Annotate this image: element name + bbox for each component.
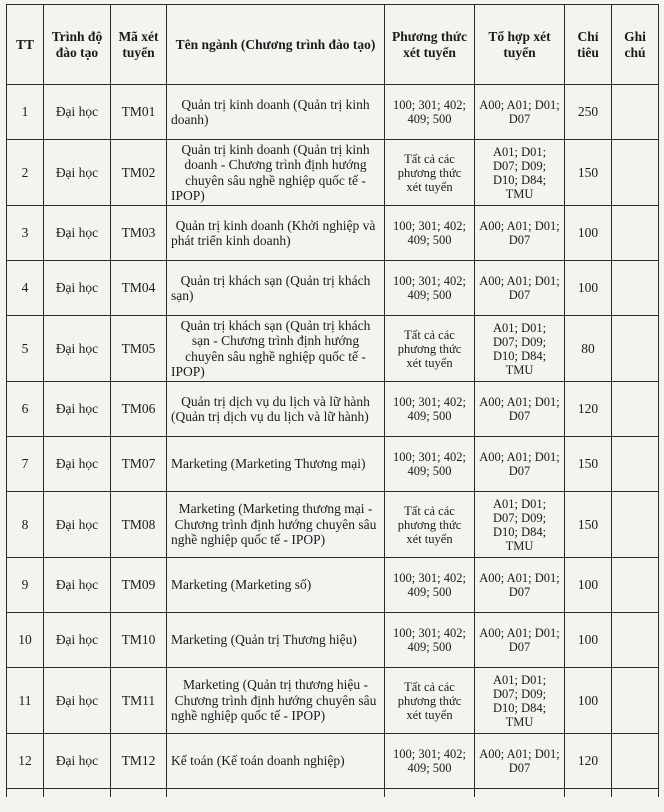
cell-tt: 3 (7, 206, 44, 261)
cell-tt: 2 (7, 140, 44, 206)
cell-code: TM10 (111, 613, 167, 668)
cell-note (612, 613, 659, 668)
cell-code: TM06 (111, 382, 167, 437)
cell-name: Marketing (Quản trị Thương hiệu) (167, 613, 385, 668)
cell-combo: A00; A01; D01; D07 (475, 558, 565, 613)
cell-name: Quản trị kinh doanh (Quản trị kinh doanh - Chương trình định hướng chuyên sâu nghề nghiệp quốc tế - IPOP) (167, 140, 385, 206)
cell-method: 100; 301; 402; 409; 500 (385, 382, 475, 437)
cell-level: Đại học (44, 206, 111, 261)
cell-combo: A01; D01; D07; D09; D10; D84; TMU (475, 492, 565, 558)
table-row (7, 206, 659, 261)
cell-level: Đại học (44, 140, 111, 206)
cell-tt: 5 (7, 316, 44, 382)
cell-name: Quản trị dịch vụ du lịch và lữ hành (Quản trị dịch vụ du lịch và lữ hành) (167, 382, 385, 437)
cell-note (612, 316, 659, 382)
cell-level: Đại học (44, 668, 111, 734)
cell-level: Đại học (44, 316, 111, 382)
cell-name: Quản trị khách sạn (Quản trị khách sạn) (167, 261, 385, 316)
table-row (7, 261, 659, 316)
cell-note (612, 734, 659, 789)
cell-name: Marketing (Marketing Thương mại) (167, 437, 385, 492)
table-row (7, 316, 659, 382)
header-code: Mã xét tuyển (111, 5, 167, 85)
cell-note (612, 558, 659, 613)
cell-code: TM11 (111, 668, 167, 734)
cell-method: 100; 301; 402; 409; 500 (385, 206, 475, 261)
cell-name: Quản trị kinh doanh (Khởi nghiệp và phát triển kinh doanh) (167, 206, 385, 261)
header-tt: TT (7, 5, 44, 85)
cell-code: TM08 (111, 492, 167, 558)
cell-tt: 12 (7, 734, 44, 789)
cell-code: TM02 (111, 140, 167, 206)
cell-note (612, 206, 659, 261)
cell-method: 100; 301; 402; 409; 500 (385, 734, 475, 789)
cell-tt: 8 (7, 492, 44, 558)
table-row (7, 382, 659, 437)
cell-quota: 100 (565, 261, 612, 316)
cell-combo: A01; D01; D07; D09; D10; D84; TMU (475, 140, 565, 206)
cell-level: Đại học (44, 734, 111, 789)
header-level: Trình độ đào tạo (44, 5, 111, 85)
cell-level: Đại học (44, 85, 111, 140)
cell-code: TM07 (111, 437, 167, 492)
cell-tt: 7 (7, 437, 44, 492)
cell-quota: 100 (565, 206, 612, 261)
cell-level: Đại học (44, 261, 111, 316)
cell-method: 100; 301; 402; 409; 500 (385, 558, 475, 613)
cell-note (612, 382, 659, 437)
cell-note (612, 437, 659, 492)
cell-quota: 100 (565, 668, 612, 734)
cell-level: Đại học (44, 613, 111, 668)
header-row (7, 5, 659, 85)
table-row (7, 85, 659, 140)
cell-quota: 80 (565, 316, 612, 382)
cell-level: Đại học (44, 558, 111, 613)
cell-tt: 6 (7, 382, 44, 437)
cell-level: Đại học (44, 437, 111, 492)
cell-combo: A00; A01; D01; D07 (475, 206, 565, 261)
cell-combo: A01; D01; D07; D09; D10; D84; TMU (475, 316, 565, 382)
cell-quota: 100 (565, 558, 612, 613)
cell-note (612, 261, 659, 316)
cell-quota: 150 (565, 140, 612, 206)
cell-combo: A00; A01; D01; D07 (475, 613, 565, 668)
cell-tt: 11 (7, 668, 44, 734)
cell-name: Quản trị khách sạn (Quản trị khách sạn - Chương trình định hướng chuyên sâu nghề nghiệp quốc tế - IPOP) (167, 316, 385, 382)
cell-combo: A00; A01; D01; D07 (475, 382, 565, 437)
cell-note (612, 140, 659, 206)
table-row (7, 140, 659, 206)
cell-quota: 150 (565, 492, 612, 558)
header-method: Phương thức xét tuyển (385, 5, 475, 85)
cell-code: TM01 (111, 85, 167, 140)
header-quota: Chỉ tiêu (565, 5, 612, 85)
cell-note (612, 85, 659, 140)
header-note: Ghi chú (612, 5, 659, 85)
cell-method: Tất cả các phương thức xét tuyển (385, 492, 475, 558)
cell-combo: A01; D01; D07; D09; D10; D84; TMU (475, 668, 565, 734)
table-row (7, 668, 659, 734)
cell-note (612, 668, 659, 734)
header-combo: Tổ hợp xét tuyển (475, 5, 565, 85)
cell-combo: A00; A01; D01; D07 (475, 261, 565, 316)
cell-combo: A00; A01; D01; D07 (475, 85, 565, 140)
cell-quota: 120 (565, 382, 612, 437)
cell-code: TM05 (111, 316, 167, 382)
cell-method: Tất cả các phương thức xét tuyển (385, 668, 475, 734)
cell-name: Marketing (Marketing thương mại - Chương trình định hướng chuyên sâu nghề nghiệp quốc tế - IPOP) (167, 492, 385, 558)
cell-tt: 4 (7, 261, 44, 316)
table-row-cut-off (7, 789, 659, 798)
cell-tt: 9 (7, 558, 44, 613)
cell-code: TM03 (111, 206, 167, 261)
cell-name: Quản trị kinh doanh (Quản trị kinh doanh) (167, 85, 385, 140)
table-row (7, 734, 659, 789)
cell-quota: 150 (565, 437, 612, 492)
table-row (7, 492, 659, 558)
admission-table (6, 4, 659, 797)
cell-code: TM12 (111, 734, 167, 789)
cell-name: Kế toán (Kế toán doanh nghiệp) (167, 734, 385, 789)
header-name: Tên ngành (Chương trình đào tạo) (167, 5, 385, 85)
table-row (7, 613, 659, 668)
cell-method: Tất cả các phương thức xét tuyển (385, 140, 475, 206)
cell-quota: 120 (565, 734, 612, 789)
cell-combo: A00; A01; D01; D07 (475, 437, 565, 492)
cell-tt: 10 (7, 613, 44, 668)
cell-method: Tất cả các phương thức xét tuyển (385, 316, 475, 382)
cell-method: 100; 301; 402; 409; 500 (385, 613, 475, 668)
cell-method: 100; 301; 402; 409; 500 (385, 85, 475, 140)
cell-quota: 250 (565, 85, 612, 140)
cell-method: 100; 301; 402; 409; 500 (385, 437, 475, 492)
cell-quota: 100 (565, 613, 612, 668)
cell-level: Đại học (44, 492, 111, 558)
table-row (7, 558, 659, 613)
cell-name: Marketing (Quản trị thương hiệu - Chương trình định hướng chuyên sâu nghề nghiệp quốc tế - IPOP) (167, 668, 385, 734)
cell-method: 100; 301; 402; 409; 500 (385, 261, 475, 316)
cell-code: TM04 (111, 261, 167, 316)
table-row (7, 437, 659, 492)
cell-name: Marketing (Marketing số) (167, 558, 385, 613)
cell-code: TM09 (111, 558, 167, 613)
cell-level: Đại học (44, 382, 111, 437)
cell-combo: A00; A01; D01; D07 (475, 734, 565, 789)
cell-tt: 1 (7, 85, 44, 140)
cell-note (612, 492, 659, 558)
